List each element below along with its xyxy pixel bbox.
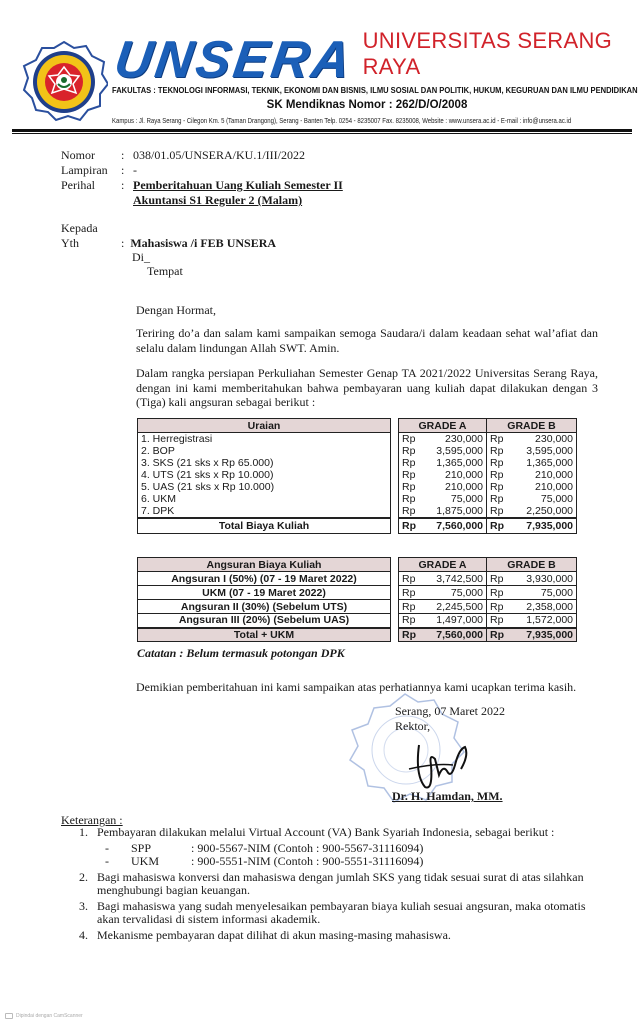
- uraian-header: Uraian: [138, 419, 391, 433]
- university-name: UNIVERSITAS SERANG RAYA: [362, 28, 613, 79]
- va-spp: - SPP : 900-5567-NIM (Contoh : 900-5567-31116094): [105, 840, 424, 855]
- perihal-label: Perihal: [61, 178, 95, 192]
- keterangan-title: Keterangan :: [61, 813, 123, 827]
- table-row: 2. BOP: [138, 445, 391, 457]
- list-item: 4. Mekanisme pembayaran dapat dilihat di akun masing-masing mahasiswa.: [79, 927, 451, 942]
- yth-label: Yth: [61, 236, 79, 250]
- letterhead: [0, 0, 644, 135]
- campus-address: Kampus : Jl. Raya Serang - Cilegon Km. 5 (Taman Drangong), Serang - Banten Telp. 0254 - 8235007 Fax. 8235008, Website : www.unsera.ac.id - E-mail : info@unsera.ac.id: [112, 116, 572, 125]
- university-seal-logo: [20, 40, 108, 124]
- paragraph-payment: Dalam rangka persiapan Perkuliahan Semester Genap TA 2021/2022 Universitas Serang Raya, dengan ini kami memberitahukan bahwa pembayaran uang kuliah dapat dilakukan dengan 3 (Tiga) kali angsuran sebagai berikut :: [136, 366, 598, 409]
- total-row: Total + UKM: [138, 628, 391, 642]
- perihal-line-1: Pemberitahuan Uang Kuliah Semester II: [133, 178, 343, 192]
- greeting: Dengan Hormat,: [136, 303, 216, 317]
- grade-a-header: GRADE A: [399, 419, 487, 433]
- recipient: : Mahasiswa /i FEB UNSERA: [121, 236, 277, 250]
- header-rule-thick: [12, 129, 632, 132]
- table-row: 6. UKM: [138, 493, 391, 505]
- total-row: [138, 518, 391, 533]
- signature-place-date: Serang, 07 Maret 2022: [395, 704, 505, 718]
- va-ukm: - UKM : 900-5551-NIM (Contoh : 900-5551-31116094): [105, 854, 424, 868]
- installment-grade-b-table: GRADE B Rp 3,930,000 Rp 75,000 Rp 2,358,000 Rp 1,572,000 Rp 7,935,000: [486, 557, 577, 642]
- table-row: 3. SKS (21 sks x Rp 65.000): [138, 457, 391, 469]
- table-row: 7. DPK: [138, 505, 391, 518]
- recipient-name: Mahasiswa /i FEB UNSERA: [130, 236, 277, 250]
- kepada-block: [61, 221, 98, 251]
- note: Catatan : Belum termasuk potongan DPK: [137, 646, 345, 660]
- nomor-label: Nomor: [61, 148, 95, 162]
- fee-items-table: [137, 418, 391, 534]
- table-row: UKM (07 - 19 Maret 2022): [138, 586, 391, 600]
- total-label: Total Biaya Kuliah: [138, 518, 391, 533]
- header-rule-thin: [12, 133, 632, 134]
- total-grade-a: 7,560,000: [425, 518, 487, 533]
- total-grade-b: 7,935,000: [513, 518, 577, 533]
- brand-wordmark: UNSERA: [110, 31, 357, 89]
- table-row: Angsuran III (20%) (Sebelum UAS): [138, 614, 391, 628]
- recipient-tempat: Tempat: [147, 264, 183, 278]
- keterangan-list: [79, 826, 609, 944]
- nomor-value: 038/01.05/UNSERA/KU.1/III/2022: [133, 148, 305, 162]
- camscanner-icon: [5, 1013, 13, 1019]
- handwritten-signature-icon: [405, 735, 475, 795]
- fee-grade-b-table: GRADE B Rp 230,000 Rp 3,595,000 Rp 1,365,000 Rp 210,000 Rp 210,000 Rp 75,000 Rp 2,250,000 Rp 7,935,000: [486, 418, 577, 534]
- list-item: 3. Bagi mahasiswa yang sudah menyelesaikan pembayaran biaya kuliah sesuai angsuran, maka otomatis akan tervalidasi di sistem informasi akademik.: [79, 898, 586, 926]
- installment-items-table: [137, 557, 391, 642]
- faculties-line: FAKULTAS : TEKNOLOGI INFORMASI, TEKNIK, EKONOMI DAN BISNIS, ILMU SOSIAL DAN POLITIK, HUKUM, KEGURUAN DAN ILMU PENDIDIKAN: [112, 85, 638, 95]
- table-row: 1. Herregistrasi: [138, 433, 391, 446]
- total-row: Rp 7,560,000: [399, 518, 487, 533]
- table-row: 4. UTS (21 sks x Rp 10.000): [138, 469, 391, 481]
- kepada-label: Kepada: [61, 221, 98, 235]
- grade-b-header: GRADE B: [487, 419, 577, 433]
- signatory-name: Dr. H. Hamdan, MM.: [392, 789, 503, 803]
- paragraph-opening: Teriring do’a dan salam kami sampaikan semoga Saudara/i dalam keadaan sehat wal’afiat dan selalu dalam lindungan Allah SWT. Amin.: [136, 326, 598, 355]
- scanner-watermark: Dipindai dengan CamScanner: [5, 1013, 83, 1019]
- fee-grade-a-table: GRADE A Rp 230,000 Rp 3,595,000 Rp 1,365,000 Rp 210,000 Rp 210,000 Rp 75,000 Rp 1,875,000 Rp 7,560,000: [398, 418, 487, 534]
- list-item: 1. Pembayaran dilakukan melalui Virtual Account (VA) Bank Syariah Indonesia, sebagai berikut :: [79, 825, 555, 839]
- lampiran-label: Lampiran: [61, 163, 108, 177]
- table-row: Angsuran II (30%) (Sebelum UTS): [138, 600, 391, 614]
- list-item: 2. Bagi mahasiswa konversi dan mahasiswa dengan jumlah SKS yang tidak sesuai surat di atas silahkan menghubungi bagian keuangan.: [79, 869, 584, 897]
- installment-grade-a-table: GRADE A Rp 3,742,500 Rp 75,000 Rp 2,245,500 Rp 1,497,000 Rp 7,560,000: [398, 557, 487, 642]
- perihal-line-2: Akuntansi S1 Reguler 2 (Malam): [133, 193, 303, 207]
- signature-role: Rektor,: [395, 719, 431, 733]
- sk-number: SK Mendiknas Nomor : 262/D/O/2008: [266, 99, 468, 111]
- table-row: 5. UAS (21 sks x Rp 10.000): [138, 481, 391, 493]
- table-row: Angsuran I (50%) (07 - 19 Maret 2022): [138, 572, 391, 586]
- closing-text: Demikian pemberitahuan ini kami sampaikan atas perhatiannya kami ucapkan terima kasih.: [136, 680, 577, 694]
- total-row: Rp 7,935,000: [487, 518, 577, 533]
- installment-header: Angsuran Biaya Kuliah: [138, 558, 391, 572]
- letter-meta: Nomor : 038/01.05/UNSERA/KU.1/III/2022 Lampiran : - Perihal : Pemberitahuan Uang Kuliah Semester II Akuntansi S1 Reguler 2 (Malam): [61, 148, 343, 207]
- recipient-di: Di_: [132, 250, 150, 264]
- lampiran-value: -: [133, 163, 137, 177]
